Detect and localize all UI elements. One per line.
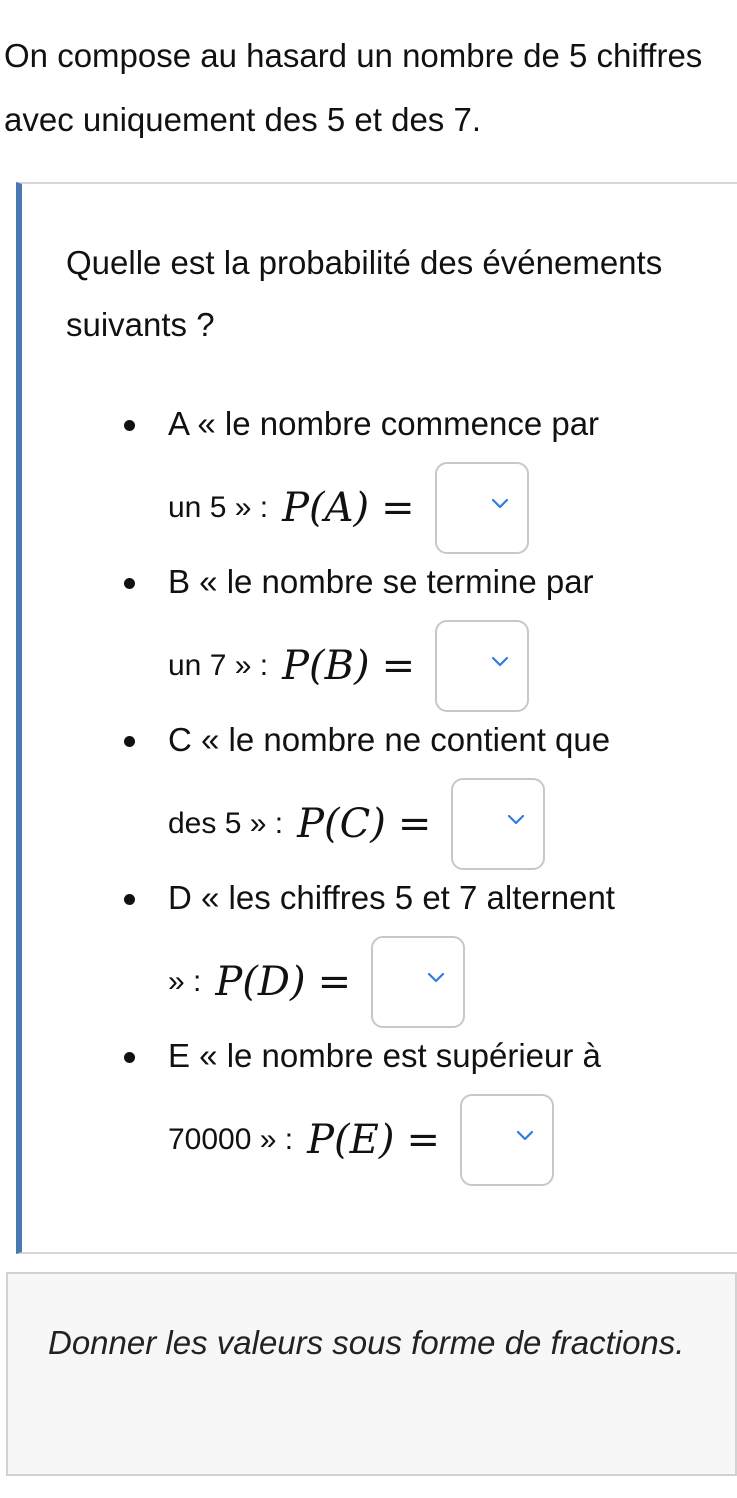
hint-box — [6, 1272, 737, 1476]
equals-sign: = — [317, 959, 352, 1005]
event-description-end: un 5 » : — [168, 491, 269, 524]
chevron-down-icon — [491, 652, 509, 670]
event-formula — [168, 784, 545, 864]
equals-sign: = — [381, 485, 415, 531]
probability-label: P(B) — [282, 643, 370, 689]
event-description-end: un 7 » : — [168, 649, 269, 682]
answer-dropdown-d[interactable] — [371, 936, 465, 1028]
event-formula — [168, 468, 529, 548]
probability-label: P(D) — [215, 959, 306, 1005]
answer-dropdown-c[interactable] — [451, 778, 545, 870]
bullet — [124, 578, 135, 589]
problem-statement: On compose au hasard un nombre de 5 chiffres avec uniquement des 5 et des 7. — [4, 37, 703, 138]
equals-sign: = — [397, 801, 432, 847]
answer-dropdown-e[interactable] — [460, 1094, 554, 1186]
equals-sign: = — [381, 643, 416, 689]
event-formula — [168, 942, 465, 1022]
chevron-down-icon — [427, 968, 445, 986]
event-description-end: 70000 » : — [168, 1123, 294, 1156]
probability-label: P(A) — [282, 485, 370, 531]
chevron-down-icon — [507, 810, 525, 828]
event-description: B « le nombre se termine par — [168, 563, 594, 600]
chevron-down-icon — [491, 494, 509, 512]
question-prompt: Quelle est la probabilité des événements suivants ? — [66, 244, 663, 343]
event-description: E « le nombre est supérieur à — [168, 1037, 601, 1074]
hint-text: Donner les valeurs sous forme de fractions. — [48, 1324, 685, 1361]
bullet — [124, 420, 135, 431]
bullet — [124, 894, 135, 905]
chevron-down-icon — [516, 1126, 534, 1144]
event-description: C « le nombre ne contient que — [168, 721, 611, 758]
probability-label: P(C) — [297, 801, 386, 847]
answer-dropdown-a[interactable] — [435, 462, 529, 554]
bullet — [124, 1052, 135, 1063]
event-description: D « les chiffres 5 et 7 alternent — [168, 879, 615, 916]
probability-label: P(E) — [307, 1117, 395, 1163]
event-description-end: des 5 » : — [168, 807, 284, 840]
answer-dropdown-b[interactable] — [435, 620, 529, 712]
event-formula — [168, 1100, 554, 1180]
question-block — [16, 182, 737, 1254]
bullet — [124, 736, 135, 747]
event-description: A « le nombre commence par — [168, 405, 600, 442]
equals-sign: = — [406, 1117, 440, 1163]
event-formula — [168, 626, 529, 706]
event-description-end: » : — [168, 965, 202, 998]
